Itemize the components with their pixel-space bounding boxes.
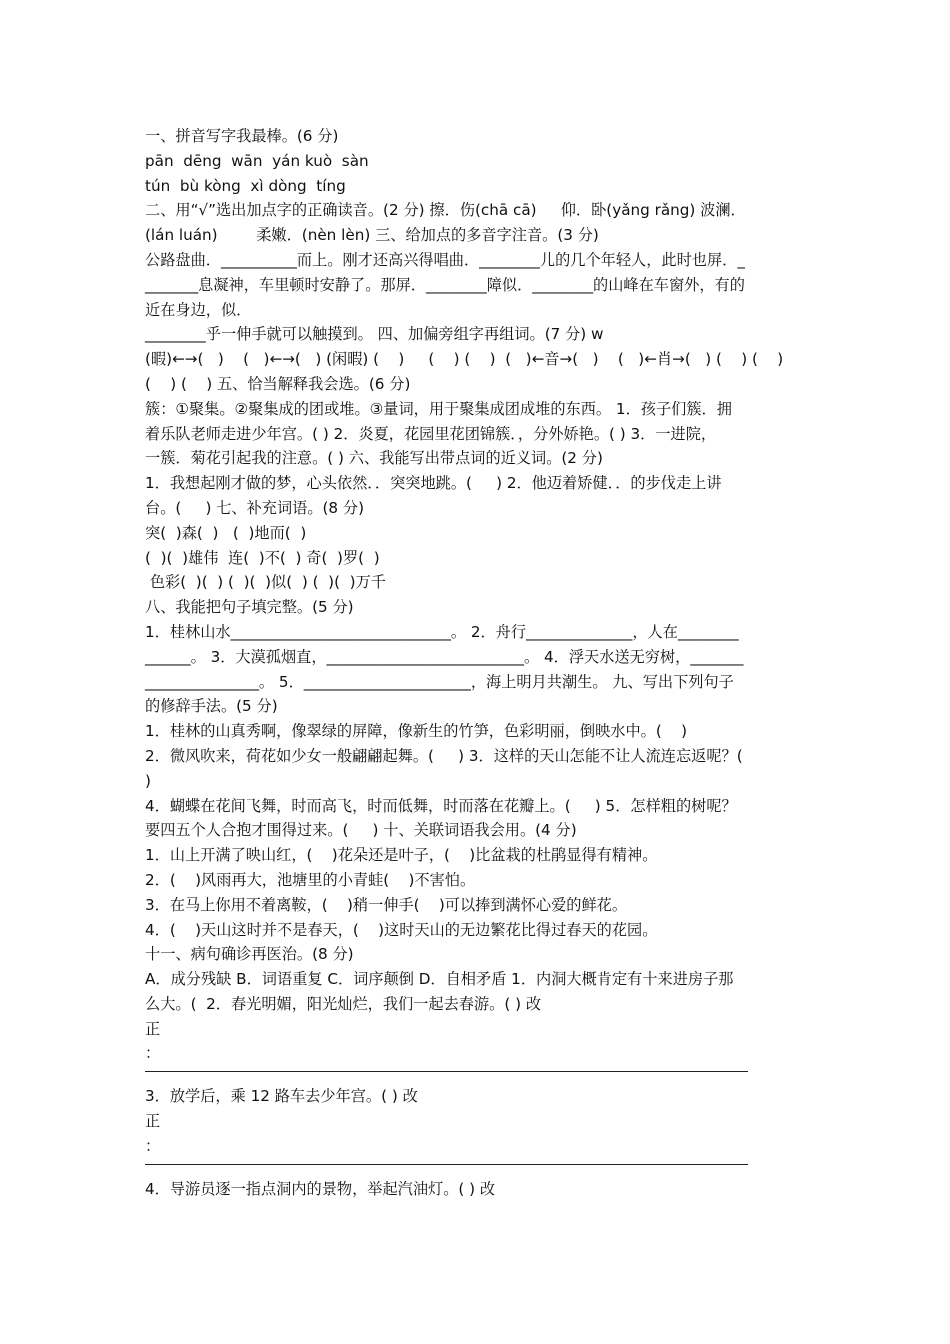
text-line: ______。 3．大漠孤烟直，__________________________。 4．浮天水送无穷树，_______	[145, 647, 744, 666]
spacer	[145, 1072, 810, 1084]
text-line: 簇：①聚集。②聚集成的团或堆。③量词，用于聚集成团成堆的东西。 1．孩子们簇．拥	[145, 399, 732, 418]
text-line: ：	[145, 1136, 161, 1155]
text-line: A．成分残缺 B．词语重复 C．词序颠倒 D．自相矛盾 1．内洞大概肯定有十来进房子那	[145, 970, 734, 989]
text-line: 2．微风吹来，荷花如少女一般翩翩起舞。( ) 3．这样的天山怎能不让人流连忘返呢？(	[145, 746, 743, 765]
text-line: 一簇．菊花引起我的注意。( ) 六、我能写出带点词的近义词。(2 分)	[145, 449, 603, 468]
text-line: 要四五个人合抱才围得过来。( ) 十、关联词语我会用。(4 分)	[145, 821, 577, 840]
text-line: 近在身边，似．	[145, 300, 252, 319]
text-line: 突( )森( ) ( )地而( )	[145, 523, 307, 542]
text-line: 4．蝴蝶在花间飞舞，时而高飞，时而低舞，时而落在花瓣上。( ) 5．怎样粗的树呢？	[145, 796, 737, 815]
text-line: 1．桂林山水_____________________________。 2．舟行______________，人在________	[145, 622, 739, 641]
text-line: (暇)←→( ) ( )←→( ) (闲暇) ( ) ( ) ( ) ( )←音→( ) ( )←肖→( ) ( ) ( )	[145, 350, 784, 369]
text-line: ( ) ( ) 五、恰当解释我会选。(6 分)	[145, 374, 411, 393]
question-4-block	[145, 1177, 810, 1202]
text-line: 1．山上开满了映山红，( )花朵还是叶子，( )比盆栽的杜鹃显得有精神。	[145, 846, 658, 865]
section-heading-8: 八、我能把句子填完整。(5 分)	[145, 598, 354, 617]
question-3-block	[145, 1084, 810, 1158]
text-line: (lán luán) 柔嫩．(nèn lèn) 三、给加点的多音字注音。(3 分)	[145, 226, 599, 245]
text-line: 二、用“√”选出加点字的正确读音。(2 分) 擦．伤(chā cā) 仰．卧(yǎng rǎng) 波澜．	[145, 201, 746, 220]
text-line: 1．我想起刚才做的梦，心头依然．．突突地跳。( ) 2．他迈着矫健．．的步伐走上讲	[145, 474, 722, 493]
text-line: 么大。( 2．春光明媚，阳光灿烂，我们一起去春游。( ) 改	[145, 994, 542, 1013]
text-line: 1．桂林的山真秀啊，像翠绿的屏障，像新生的竹笋，色彩明丽，倒映水中。( )	[145, 722, 688, 741]
section-1-to-11	[145, 124, 810, 1066]
text-line: 台。( ) 七、补充词语。(8 分)	[145, 498, 365, 517]
text-line: _______________。 5．______________________，海上明月共潮生。 九、写出下列句子	[145, 672, 734, 691]
section-heading-11: 十一、病句确诊再医治。(8 分)	[145, 945, 354, 964]
text-line: ( )( )雄伟 连( )不( ) 奇( )罗( )	[145, 548, 380, 567]
worksheet	[145, 124, 810, 1201]
text-line: 3．在马上你用不着离鞍，( )稍一伸手( )可以捧到满怀心爱的鲜花。	[145, 895, 628, 914]
pinyin-row-2: tún bù kòng xì dòng tíng	[145, 176, 346, 195]
text-line: )	[145, 771, 151, 790]
text-line: _______息凝神，车里顿时安静了。那屏．________障似．________的山峰在车窗外，有的	[145, 275, 745, 294]
text-line: 色彩( )( ) ( )( )似( ) ( )( )万千	[145, 573, 386, 592]
text-line: 4．导游员逐一指点洞内的景物，举起汽油灯。( ) 改	[145, 1179, 496, 1198]
text-line: ________乎一伸手就可以触摸到。 四、加偏旁组字再组词。(7 分) w	[145, 325, 604, 344]
text-line: 2．( )风雨再大，池塘里的小青蛙( )不害怕。	[145, 870, 476, 889]
text-line: 着乐队老师走进少年宫。( ) 2．炎夏，花园里花团锦簇．，分外娇艳。( ) 3．一进院，	[145, 424, 717, 443]
text-line: 正	[145, 1112, 161, 1131]
pinyin-row-1: pān dēng wān yán kuò sàn	[145, 151, 369, 170]
text-line: 公路盘曲．__________而上。刚才还高兴得唱曲．________儿的几个年轻人，此时也屏．_	[145, 250, 745, 269]
spacer	[145, 1165, 810, 1177]
section-heading-1: 一、拼音写字我最棒。(6 分)	[145, 127, 339, 145]
text-line: 4．( )天山这时并不是春天，( )这时天山的无边繁花比得过春天的花园。	[145, 920, 658, 939]
text-line: 的修辞手法。(5 分)	[145, 697, 278, 716]
text-line: 正	[145, 1019, 161, 1038]
text-line: ：	[145, 1044, 161, 1063]
text-line: 3．放学后，乘 12 路车去少年宫。( ) 改	[145, 1087, 418, 1106]
